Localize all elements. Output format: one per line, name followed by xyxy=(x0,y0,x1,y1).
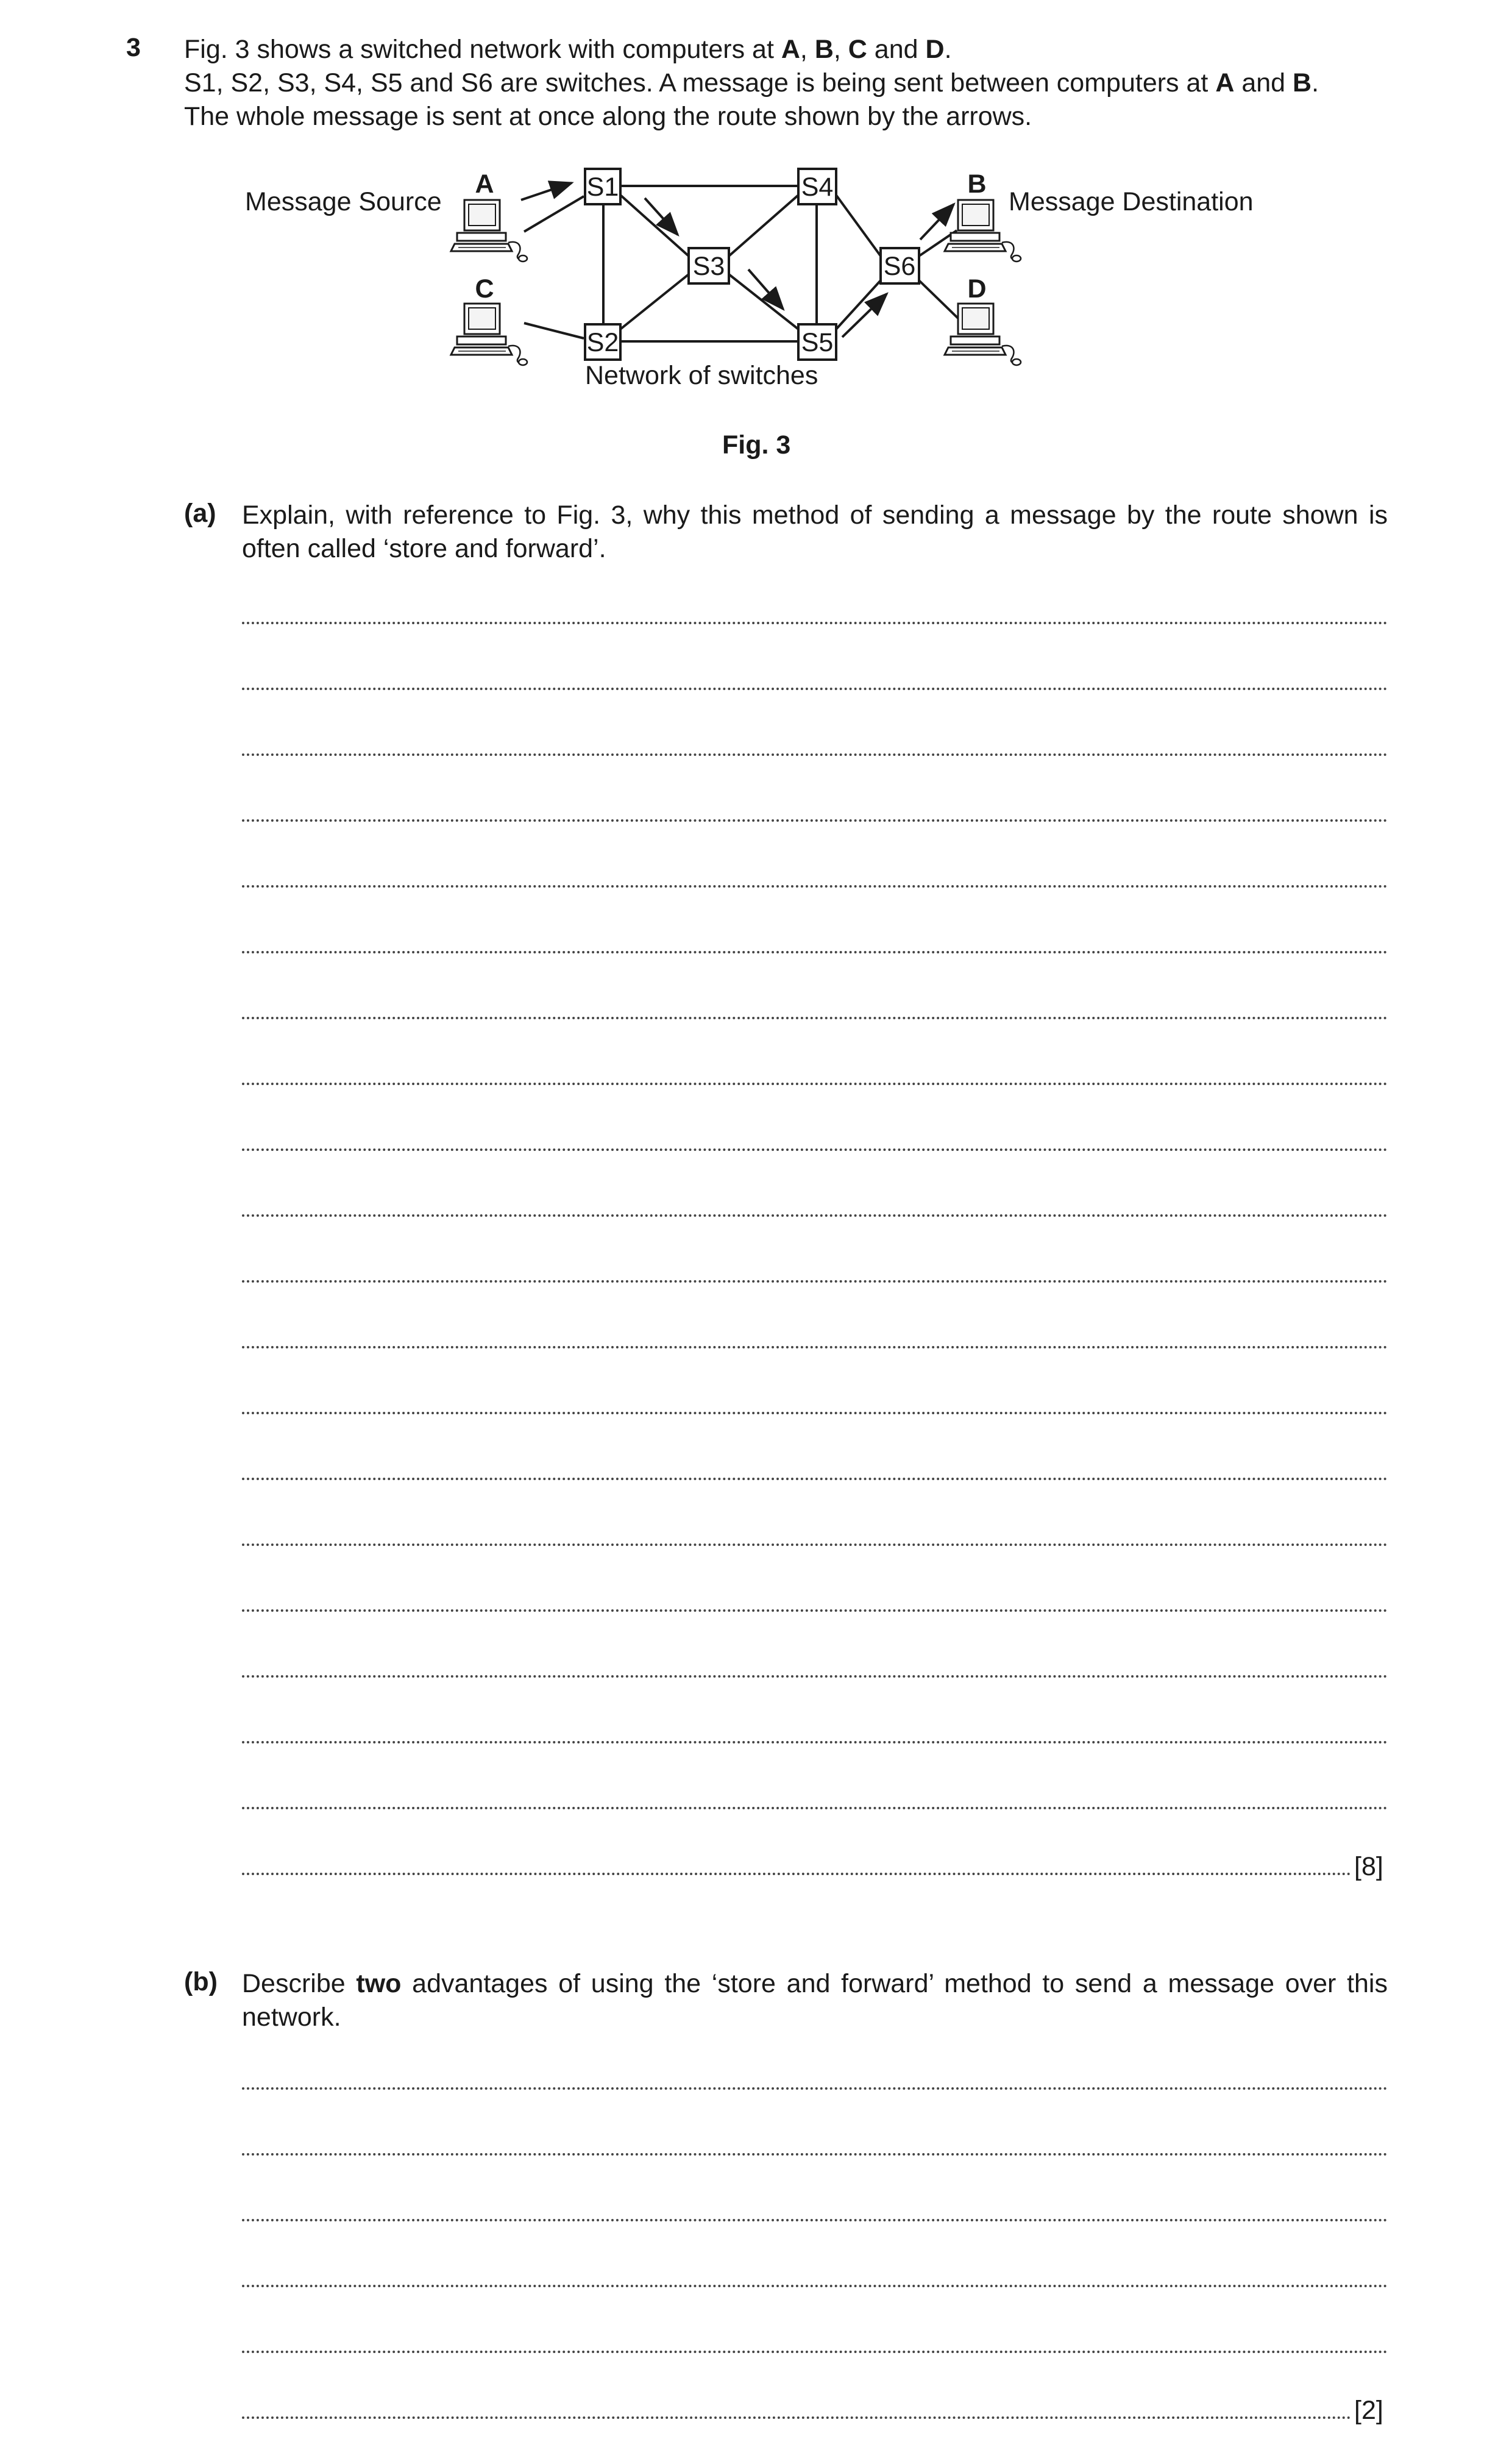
svg-text:S6: S6 xyxy=(883,252,916,281)
question-number: 3 xyxy=(126,33,141,62)
figure-caption: Fig. 3 xyxy=(722,430,791,460)
answer-line[interactable] xyxy=(242,1017,1388,1019)
part-a-label: (a) xyxy=(184,499,216,528)
answer-line[interactable] xyxy=(242,819,1388,822)
answer-line[interactable] xyxy=(242,1544,1388,1546)
svg-text:B: B xyxy=(967,169,987,199)
answer-line[interactable] xyxy=(242,2416,1351,2419)
answer-line[interactable] xyxy=(242,2219,1388,2221)
answer-line[interactable] xyxy=(242,2351,1388,2353)
network-diagram xyxy=(0,0,1512,427)
answer-line[interactable] xyxy=(242,885,1388,888)
svg-text:S2: S2 xyxy=(586,328,619,357)
computer-c xyxy=(451,274,527,365)
svg-text:D: D xyxy=(967,274,987,304)
intro-line-2: S1, S2, S3, S4, S5 and S6 are switches. A message is being sent between computers at A and B. xyxy=(184,68,1319,98)
arrow-a-to-s1 xyxy=(521,183,572,200)
answer-line[interactable] xyxy=(242,1807,1388,1809)
message-destination-label: Message Destination xyxy=(1009,187,1254,216)
switch-s4 xyxy=(798,169,836,204)
answer-line[interactable] xyxy=(242,2285,1388,2287)
answer-line[interactable] xyxy=(242,1280,1388,1283)
answer-line[interactable] xyxy=(242,688,1388,690)
answer-line[interactable] xyxy=(242,1675,1388,1678)
part-b-marks: [2] xyxy=(1354,2396,1383,2425)
answer-line[interactable] xyxy=(242,1083,1388,1085)
answer-line[interactable] xyxy=(242,1478,1388,1480)
intro-line-1: Fig. 3 shows a switched network with computers at A, B, C and D. xyxy=(184,35,952,64)
answer-line[interactable] xyxy=(242,1346,1388,1348)
answer-line[interactable] xyxy=(242,951,1388,953)
answer-line[interactable] xyxy=(242,1741,1388,1743)
arrow-s1-to-s3 xyxy=(645,198,678,235)
answer-line[interactable] xyxy=(242,2087,1388,2090)
answer-line[interactable] xyxy=(242,622,1388,624)
svg-text:C: C xyxy=(475,274,494,304)
svg-text:S3: S3 xyxy=(692,252,725,281)
computer-d xyxy=(945,274,1021,365)
part-a-marks: [8] xyxy=(1354,1852,1383,1881)
part-b-text: Describe two advantages of using the ‘store and forward’ method to send a message over this network. xyxy=(242,1969,1388,2032)
svg-text:S1: S1 xyxy=(586,173,619,202)
answer-line[interactable] xyxy=(242,1148,1388,1151)
switch-s3 xyxy=(689,248,729,283)
answer-line[interactable] xyxy=(242,1412,1388,1414)
message-source-label: Message Source xyxy=(245,187,442,216)
answer-line[interactable] xyxy=(242,2153,1388,2156)
svg-text:A: A xyxy=(475,169,494,199)
part-b-label: (b) xyxy=(184,1967,218,1996)
network-label: Network of switches xyxy=(585,361,818,390)
svg-text:S4: S4 xyxy=(801,173,834,202)
svg-text:S5: S5 xyxy=(801,328,834,357)
answer-line[interactable] xyxy=(242,1609,1388,1612)
arrow-s6-to-b xyxy=(920,204,954,240)
answer-line[interactable] xyxy=(242,753,1388,756)
computer-a xyxy=(451,169,527,262)
switch-s5 xyxy=(798,324,836,360)
switch-s2 xyxy=(585,324,620,360)
answer-line[interactable] xyxy=(242,1873,1351,1875)
intro-line-3: The whole message is sent at once along the route shown by the arrows. xyxy=(184,102,1032,131)
switch-s6 xyxy=(881,248,919,283)
switch-s1 xyxy=(585,169,620,204)
answer-line[interactable] xyxy=(242,1214,1388,1217)
part-a-text: Explain, with reference to Fig. 3, why this method of sending a message by the route shown is often called ‘store and forward’. xyxy=(242,500,1388,563)
